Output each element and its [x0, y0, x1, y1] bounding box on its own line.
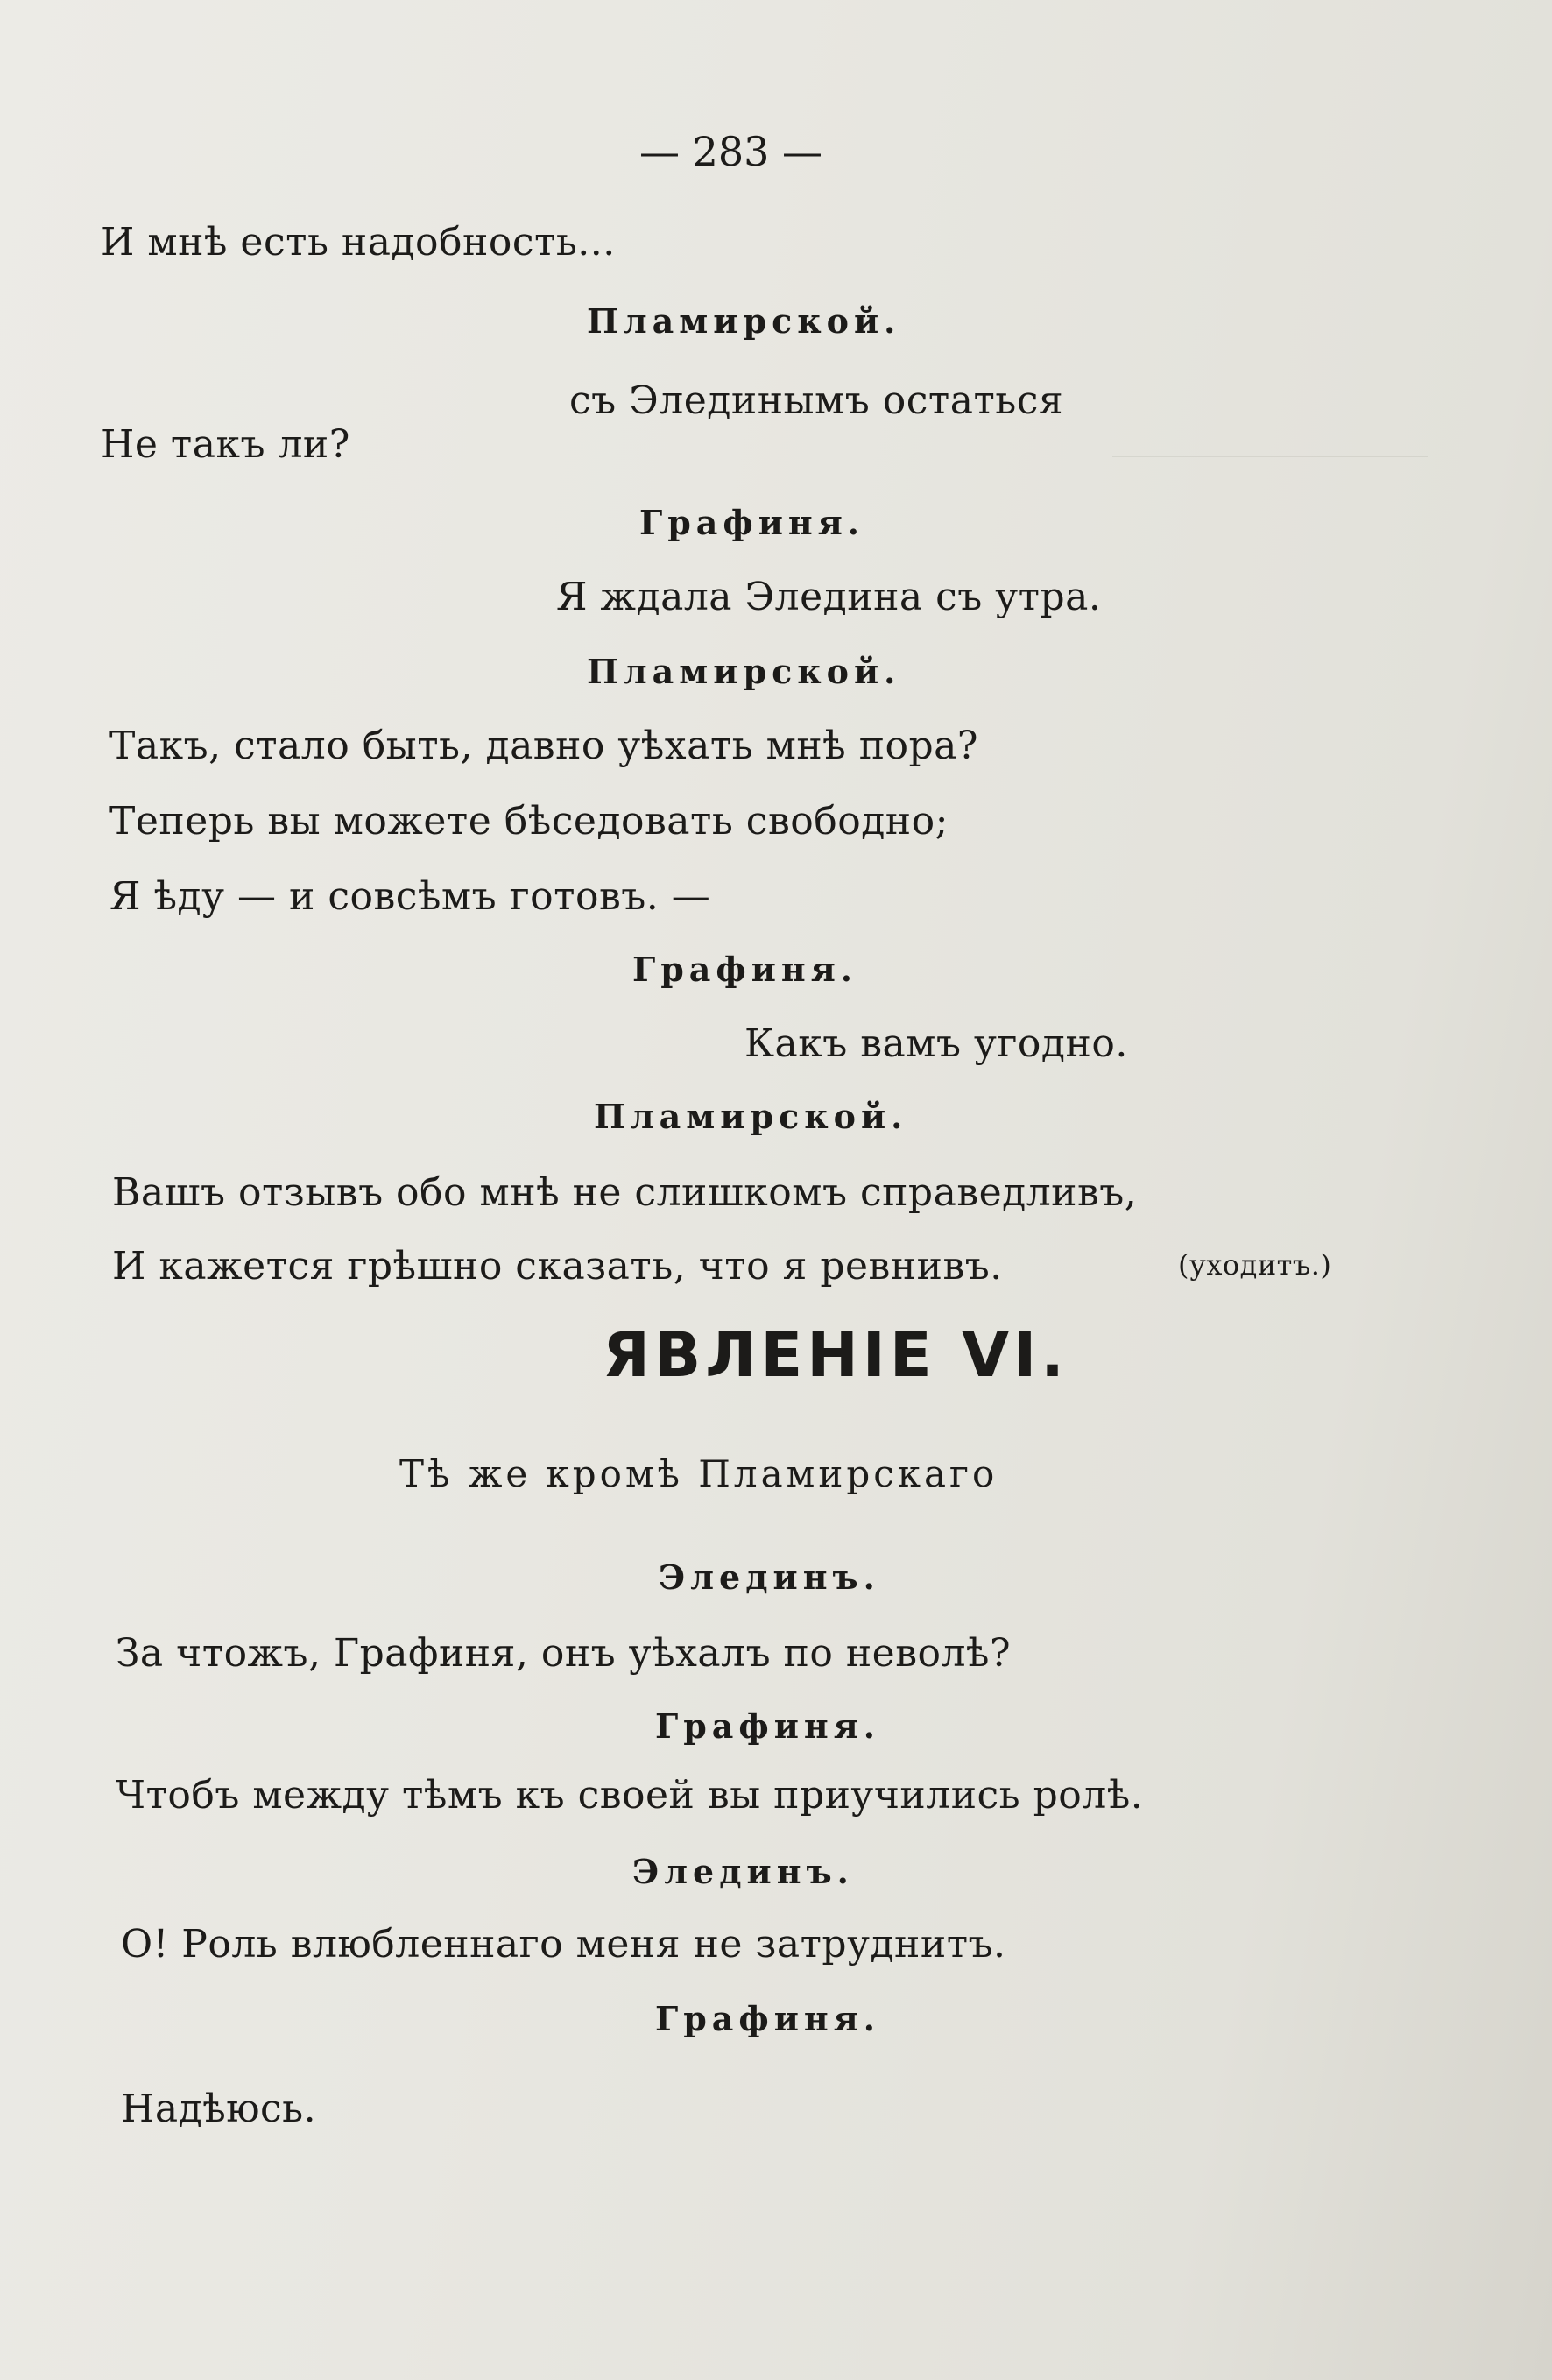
verse-line: И кажется грѣшно сказать, что я ревнивъ.	[112, 1244, 1003, 1289]
speaker-name: Пламирской.	[587, 652, 901, 691]
speaker-name: Графиня.	[639, 503, 864, 542]
verse-line: Не такъ ли?	[101, 422, 350, 467]
verse-line: Чтобъ между тѣмъ къ своей вы приучились ролѣ.	[116, 1773, 1144, 1818]
verse-line: съ Элединымъ остаться	[569, 378, 1064, 423]
verse-line: И мнѣ есть надобность...	[101, 220, 616, 265]
verse-line: За чтожъ, Графиня, онъ уѣхалъ по неволѣ?	[116, 1631, 1012, 1676]
speaker-name: Элединъ.	[632, 1852, 854, 1891]
speaker-name: Графиня.	[655, 1706, 880, 1746]
scene-heading: ЯВЛЕНІЕ VI.	[603, 1319, 1069, 1391]
verse-line: Такъ, стало быть, давно уѣхать мнѣ пора?	[109, 724, 978, 768]
verse-line: Вашъ отзывъ обо мнѣ не слишкомъ справедливъ,	[112, 1170, 1138, 1215]
scene-cast-note: Тѣ же кромѣ Пламирскаго	[399, 1452, 998, 1495]
speaker-name: Элединъ.	[659, 1557, 880, 1597]
speaker-name: Графиня.	[632, 950, 857, 989]
speaker-name: Пламирской.	[594, 1097, 908, 1136]
speaker-name: Графиня.	[655, 1999, 880, 2038]
verse-line: Какъ вамъ угодно.	[744, 1021, 1128, 1066]
verse-line: Надѣюсь.	[121, 2087, 317, 2131]
verse-line: О! Роль влюбленнаго меня не затруднитъ.	[121, 1922, 1006, 1967]
speaker-name: Пламирской.	[587, 301, 901, 341]
verse-line: Теперь вы можете бѣседовать свободно;	[109, 799, 949, 844]
stage-direction-exit: (уходитъ.)	[1178, 1248, 1332, 1282]
verse-line: Я ждала Эледина съ утра.	[556, 575, 1102, 619]
verse-line: Я ѣду — и совсѣмъ готовъ. —	[109, 874, 711, 919]
bleed-through-shadow	[1112, 456, 1428, 457]
page-number: — 283 —	[639, 128, 823, 175]
